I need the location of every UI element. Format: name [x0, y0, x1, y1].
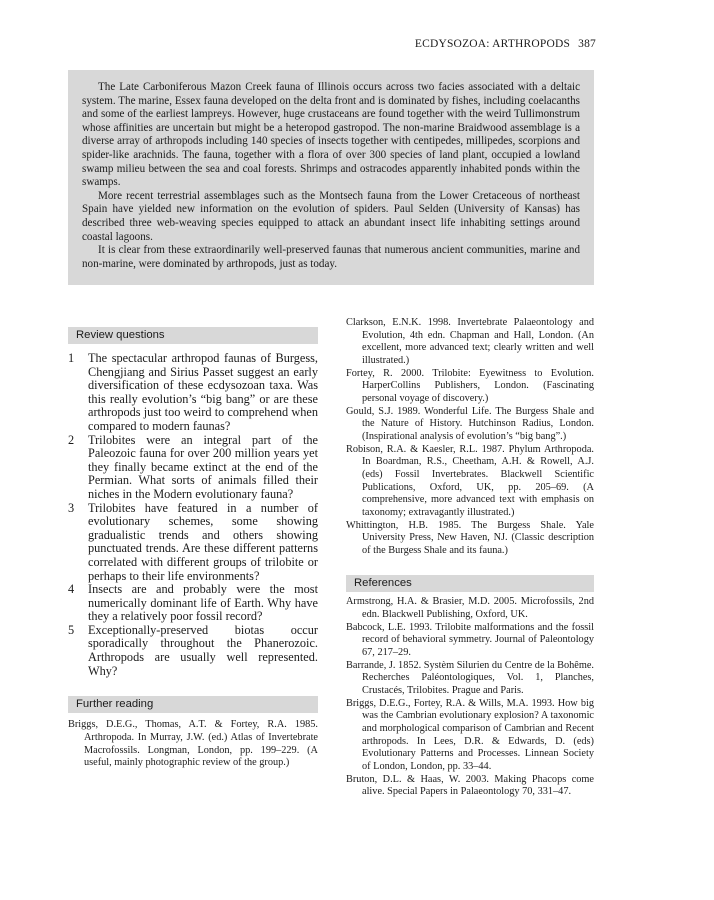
further-reading-item: Whittington, H.B. 1985. The Burgess Shale. Yale University Press, New Haven, NJ. (Classic description of the Burgess Shale and its fauna.) — [346, 519, 594, 556]
question-item — [68, 583, 318, 624]
reference-item: Barrande, J. 1852. Systèm Silurien du Centre de la Bohême. Recherches Paléontologiques, Vol. 1, Planches, Crustacés, Trilobites. Prague and Paris. — [346, 659, 594, 697]
case-study-box — [68, 70, 594, 285]
question-number: 4 — [68, 582, 75, 597]
question-text: Insects are and probably were the most numerically dominant life of Earth. Why have they a relatively poor fossil record? — [88, 582, 318, 624]
further-reading-continued — [346, 317, 594, 557]
question-text: Trilobites were an integral part of the Paleozoic fauna for over 200 million years yet they finally became extinct at the end of the Permian. What sorts of animals filled their niches in the Modern evolutionary fauna? — [88, 432, 318, 501]
page-number: 387 — [578, 38, 596, 50]
reference-item: Armstrong, H.A. & Brasier, M.D. 2005. Microfossils, 2nd edn. Blackwell Publishing, Oxford, UK. — [346, 596, 594, 621]
further-reading-item: Robison, R.A. & Kaesler, R.L. 1987. Phylum Arthropoda. In Boardman, R.S., Cheetham, A.H. & Rowell, A.J. (eds) Fossil Invertebrates. Blackwell Scientific Publications, Oxford, UK, pp. 205–69. (A comprehensive, more advanced text with emphasis on taxonomy; extravagantly illustrated.) — [346, 443, 594, 518]
question-item — [68, 624, 318, 678]
question-text: The spectacular arthropod faunas of Burgess, Chengjiang and Sirius Passet suggest an early diversification of these ecdysozoan taxa. Was this really evolution’s “big bang” or are these arthropods just too weird to comprehend when compared to modern faunas? — [88, 351, 318, 433]
box-paragraph: The Late Carboniferous Mazon Creek fauna of Illinois occurs across two facies associated with a deltaic system. The marine, Essex fauna developed on the delta front and is dominated by fishes, including coelacanths and some of the earliest lampreys. However, huge crustaceans are found together with the weird Tullimonstrum whose affinities are uncertain but might be a heteropod gastropod. The non-marine Braidwood assemblage is a diverse array of arthropods including 140 species of insects together with centipedes, millipedes, scorpions and spider-like arachnids. The fauna, together with a flora of over 300 species of land plant, occupied a lowland swamp milieu between the sea and coal forests. Shrimps and ostracodes apparently inhabited ponds within the swamps. — [82, 81, 580, 189]
question-number: 3 — [68, 500, 75, 515]
header-title: ECDYSOZOA: ARTHROPODS — [414, 38, 571, 50]
question-number: 2 — [68, 432, 75, 447]
references-heading: References — [346, 575, 594, 592]
reference-item: Briggs, D.E.G., Fortey, R.A. & Wills, M.A. 1993. How big was the Cambrian evolutionary explosion? A taxonomic and morphological comparison of Cambrian and Recent arthropods. In Lees, D.R. & Edwards, D. (eds) Evolutionary Patterns and Processes. Linnean Society of London, London, pp. 33–44. — [346, 697, 594, 772]
further-reading-item: Clarkson, E.N.K. 1998. Invertebrate Palaeontology and Evolution, 4th edn. Chapman and Hall, London. (An excellent, more advanced text; clearly written and well illustrated.) — [346, 317, 594, 366]
right-column — [346, 317, 594, 799]
question-item — [68, 352, 318, 434]
review-questions-heading: Review questions — [68, 327, 318, 344]
question-text: Trilobites have featured in a number of evolutionary schemes, some showing gradualistic trends and others showing punctuated trends. Are these different patterns correlated with different groups of trilobite or perhaps to their life environments? — [88, 500, 318, 583]
running-header — [415, 38, 596, 50]
reference-item: Bruton, D.L. & Haas, W. 2003. Making Phacops come alive. Special Papers in Palaeontology 70, 331–47. — [346, 773, 594, 798]
further-reading-item: Fortey, R. 2000. Trilobite: Eyewitness to Evolution. HarperCollins Publishers, London. (Fascinating personal voyage of discovery.) — [346, 367, 594, 404]
reference-item: Babcock, L.E. 1993. Trilobite malformations and the fossil record of behavioral symmetry. Journal of Paleontology 67, 217–29. — [346, 621, 594, 659]
box-paragraph: More recent terrestrial assemblages such as the Montsech fauna from the Lower Cretaceous of northeast Spain have yielded new information on the evolution of spiders. Paul Selden (University of Kansas) has described three web-weaving species equipped to attack an abundant insect life inhabiting settings around coastal lagoons. — [82, 189, 580, 243]
further-reading-list — [68, 719, 318, 770]
further-reading-item: Gould, S.J. 1989. Wonderful Life. The Burgess Shale and the Nature of History. Hutchinson Radius, London. (Inspirational analysis of evolution’s “big bang”.) — [346, 405, 594, 442]
box-paragraph: It is clear from these extraordinarily well-preserved faunas that numerous ancient communities, marine and non-marine, were dominated by arthropods, just as today. — [82, 244, 580, 270]
left-column — [68, 327, 318, 770]
references-list — [346, 596, 594, 799]
question-number: 5 — [68, 622, 75, 637]
further-reading-item: Briggs, D.E.G., Thomas, A.T. & Fortey, R.A. 1985. Arthropoda. In Murray, J.W. (ed.) Atlas of Invertebrate Macrofossils. Longman, London, pp. 199–229. (A useful, mainly photographic review of the group.) — [68, 719, 318, 769]
question-text: Exceptionally-preserved biotas occur sporadically throughout the Phanerozoic. Arthropods are usually well represented. Why? — [88, 622, 318, 678]
review-questions-list — [68, 352, 318, 678]
further-reading-heading: Further reading — [68, 696, 318, 713]
question-item — [68, 434, 318, 502]
question-item — [68, 502, 318, 584]
question-number: 1 — [68, 351, 75, 365]
